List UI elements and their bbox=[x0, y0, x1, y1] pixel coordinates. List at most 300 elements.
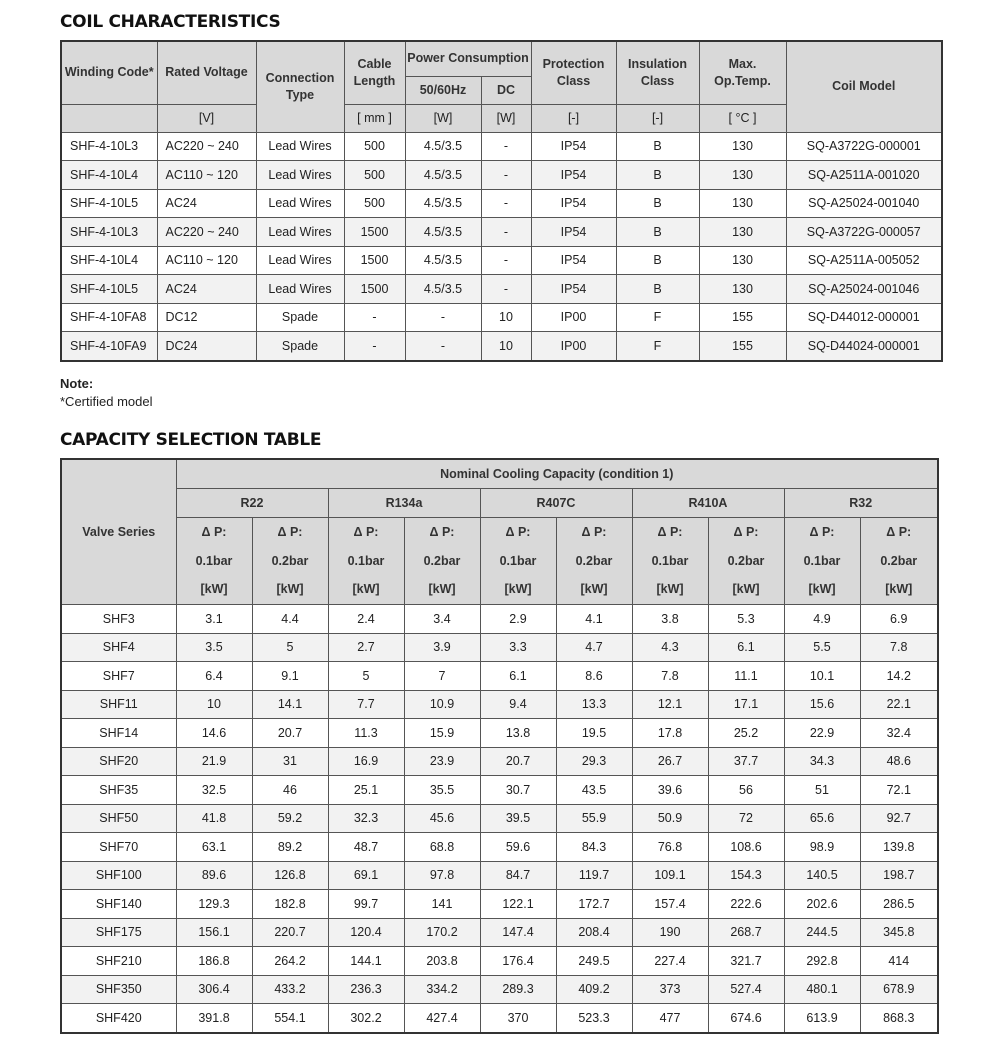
capacity-cell: 65.6 bbox=[784, 804, 860, 833]
coil-model-cell: SQ-A25024-001046 bbox=[786, 275, 942, 304]
capacity-cell: 41.8 bbox=[176, 804, 252, 833]
connection-type-cell: Lead Wires bbox=[256, 189, 344, 218]
capacity-cell: 7.8 bbox=[860, 633, 938, 662]
connection-type-cell: Lead Wires bbox=[256, 132, 344, 161]
insulation-class-cell: F bbox=[616, 303, 699, 332]
delta-p-header-row bbox=[61, 518, 938, 605]
capacity-cell: 119.7 bbox=[556, 861, 632, 890]
protection-class-cell: IP54 bbox=[531, 189, 616, 218]
delta-p-header bbox=[860, 518, 938, 605]
capacity-cell: 11.3 bbox=[328, 719, 404, 748]
max-op-temp-cell: 155 bbox=[699, 332, 786, 361]
capacity-cell: 37.7 bbox=[708, 747, 784, 776]
delta-p-unit: [kW] bbox=[580, 582, 608, 597]
capacity-cell: 97.8 bbox=[404, 861, 480, 890]
capacity-cell: 84.7 bbox=[480, 861, 556, 890]
table-row bbox=[61, 747, 938, 776]
cable-length-cell: 1500 bbox=[344, 218, 405, 247]
table-row bbox=[61, 332, 942, 361]
capacity-cell: 72 bbox=[708, 804, 784, 833]
delta-p-unit: [kW] bbox=[428, 582, 456, 597]
capacity-cell: 99.7 bbox=[328, 890, 404, 919]
capacity-cell: 21.9 bbox=[176, 747, 252, 776]
capacity-cell: 84.3 bbox=[556, 833, 632, 862]
delta-p-value: 0.1bar bbox=[499, 553, 537, 568]
capacity-cell: 11.1 bbox=[708, 662, 784, 691]
delta-p-header bbox=[480, 518, 556, 605]
capacity-cell: 89.6 bbox=[176, 861, 252, 890]
capacity-cell: 182.8 bbox=[252, 890, 328, 919]
delta-p-label: Δ P: bbox=[277, 525, 303, 540]
rated-voltage-cell: AC24 bbox=[157, 189, 256, 218]
cable-length-cell: 500 bbox=[344, 161, 405, 190]
connection-type-header: Connection Type bbox=[256, 41, 344, 132]
winding-code-cell: SHF-4-10L4 bbox=[61, 161, 157, 190]
capacity-cell: 35.5 bbox=[404, 776, 480, 805]
capacity-cell: 25.1 bbox=[328, 776, 404, 805]
capacity-selection-table bbox=[60, 458, 939, 1034]
refrigerant-header: R134a bbox=[328, 489, 480, 518]
max-op-temp-cell: 130 bbox=[699, 218, 786, 247]
capacity-cell: 345.8 bbox=[860, 918, 938, 947]
power-dc-header: DC bbox=[481, 76, 531, 104]
capacity-cell: 5 bbox=[328, 662, 404, 691]
capacity-cell: 4.3 bbox=[632, 633, 708, 662]
delta-p-value: 0.2bar bbox=[575, 553, 613, 568]
valve-series-cell: SHF50 bbox=[61, 804, 176, 833]
delta-p-unit: [kW] bbox=[504, 582, 532, 597]
capacity-cell: 227.4 bbox=[632, 947, 708, 976]
capacity-cell: 334.2 bbox=[404, 975, 480, 1004]
capacity-cell: 34.3 bbox=[784, 747, 860, 776]
capacity-cell: 286.5 bbox=[860, 890, 938, 919]
capacity-cell: 129.3 bbox=[176, 890, 252, 919]
delta-p-label: Δ P: bbox=[201, 525, 227, 540]
capacity-cell: 370 bbox=[480, 1004, 556, 1033]
capacity-cell: 2.7 bbox=[328, 633, 404, 662]
capacity-cell: 109.1 bbox=[632, 861, 708, 890]
note-title: Note: bbox=[60, 376, 94, 391]
capacity-cell: 373 bbox=[632, 975, 708, 1004]
capacity-cell: 144.1 bbox=[328, 947, 404, 976]
valve-series-cell: SHF7 bbox=[61, 662, 176, 691]
capacity-cell: 2.9 bbox=[480, 605, 556, 634]
capacity-cell: 43.5 bbox=[556, 776, 632, 805]
valve-series-cell: SHF420 bbox=[61, 1004, 176, 1033]
table-row bbox=[61, 918, 938, 947]
delta-p-value: 0.1bar bbox=[651, 553, 689, 568]
winding-code-cell: SHF-4-10L5 bbox=[61, 275, 157, 304]
cable-length-cell: 1500 bbox=[344, 246, 405, 275]
table-row bbox=[61, 890, 938, 919]
capacity-cell: 48.7 bbox=[328, 833, 404, 862]
capacity-cell: 6.1 bbox=[480, 662, 556, 691]
valve-series-cell: SHF4 bbox=[61, 633, 176, 662]
delta-p-value: 0.2bar bbox=[880, 553, 918, 568]
capacity-cell: 9.1 bbox=[252, 662, 328, 691]
capacity-cell: 98.9 bbox=[784, 833, 860, 862]
capacity-cell: 3.4 bbox=[404, 605, 480, 634]
capacity-cell: 4.9 bbox=[784, 605, 860, 634]
power-dc-cell: - bbox=[481, 275, 531, 304]
connection-type-cell: Lead Wires bbox=[256, 246, 344, 275]
power-dc-cell: - bbox=[481, 132, 531, 161]
rated-voltage-cell: DC12 bbox=[157, 303, 256, 332]
delta-p-label: Δ P: bbox=[809, 525, 835, 540]
delta-p-unit: [kW] bbox=[732, 582, 760, 597]
insulation-class-cell: B bbox=[616, 275, 699, 304]
capacity-cell: 203.8 bbox=[404, 947, 480, 976]
table-row bbox=[61, 662, 938, 691]
capacity-cell: 264.2 bbox=[252, 947, 328, 976]
table-row bbox=[61, 804, 938, 833]
capacity-cell: 14.2 bbox=[860, 662, 938, 691]
capacity-cell: 433.2 bbox=[252, 975, 328, 1004]
capacity-cell: 15.6 bbox=[784, 690, 860, 719]
capacity-cell: 186.8 bbox=[176, 947, 252, 976]
protection-class-cell: IP54 bbox=[531, 218, 616, 247]
capacity-cell: 4.7 bbox=[556, 633, 632, 662]
cable-length-cell: 1500 bbox=[344, 275, 405, 304]
capacity-cell: 268.7 bbox=[708, 918, 784, 947]
capacity-cell: 89.2 bbox=[252, 833, 328, 862]
capacity-cell: 222.6 bbox=[708, 890, 784, 919]
capacity-cell: 22.1 bbox=[860, 690, 938, 719]
capacity-cell: 39.6 bbox=[632, 776, 708, 805]
capacity-cell: 14.6 bbox=[176, 719, 252, 748]
cable-length-unit: [ mm ] bbox=[344, 104, 405, 132]
capacity-cell: 554.1 bbox=[252, 1004, 328, 1033]
delta-p-value: 0.1bar bbox=[803, 553, 841, 568]
capacity-cell: 26.7 bbox=[632, 747, 708, 776]
capacity-cell: 5 bbox=[252, 633, 328, 662]
insulation-class-cell: B bbox=[616, 132, 699, 161]
valve-series-cell: SHF140 bbox=[61, 890, 176, 919]
capacity-cell: 147.4 bbox=[480, 918, 556, 947]
delta-p-unit: [kW] bbox=[352, 582, 380, 597]
capacity-cell: 30.7 bbox=[480, 776, 556, 805]
max-op-temp-header: Max. Op.Temp. bbox=[699, 41, 786, 104]
capacity-cell: 3.3 bbox=[480, 633, 556, 662]
coil-table-body bbox=[61, 132, 942, 361]
capacity-cell: 3.9 bbox=[404, 633, 480, 662]
capacity-cell: 4.1 bbox=[556, 605, 632, 634]
connection-type-cell: Lead Wires bbox=[256, 161, 344, 190]
table-row bbox=[61, 218, 942, 247]
capacity-cell: 321.7 bbox=[708, 947, 784, 976]
table-row bbox=[61, 161, 942, 190]
delta-p-label: Δ P: bbox=[505, 525, 531, 540]
valve-series-cell: SHF14 bbox=[61, 719, 176, 748]
table-row bbox=[61, 275, 942, 304]
capacity-cell: 3.5 bbox=[176, 633, 252, 662]
max-op-temp-cell: 130 bbox=[699, 275, 786, 304]
delta-p-label: Δ P: bbox=[581, 525, 607, 540]
valve-series-cell: SHF350 bbox=[61, 975, 176, 1004]
coil-model-cell: SQ-A3722G-000057 bbox=[786, 218, 942, 247]
valve-series-cell: SHF35 bbox=[61, 776, 176, 805]
delta-p-header bbox=[708, 518, 784, 605]
delta-p-header bbox=[404, 518, 480, 605]
coil-characteristics-table bbox=[60, 40, 943, 362]
rated-voltage-cell: AC110 ~ 120 bbox=[157, 161, 256, 190]
delta-p-header bbox=[328, 518, 404, 605]
delta-p-unit: [kW] bbox=[656, 582, 684, 597]
protection-class-cell: IP00 bbox=[531, 332, 616, 361]
capacity-cell: 244.5 bbox=[784, 918, 860, 947]
refrigerant-header: R32 bbox=[784, 489, 938, 518]
table-row bbox=[61, 246, 942, 275]
coil-section-title: COIL CHARACTERISTICS bbox=[60, 12, 281, 32]
capacity-cell: 176.4 bbox=[480, 947, 556, 976]
capacity-cell: 154.3 bbox=[708, 861, 784, 890]
capacity-cell: 22.9 bbox=[784, 719, 860, 748]
power-dc-unit: [W] bbox=[481, 104, 531, 132]
insulation-class-cell: F bbox=[616, 332, 699, 361]
capacity-cell: 140.5 bbox=[784, 861, 860, 890]
capacity-cell: 6.4 bbox=[176, 662, 252, 691]
delta-p-header bbox=[784, 518, 860, 605]
table-row bbox=[61, 690, 938, 719]
power-dc-cell: 10 bbox=[481, 332, 531, 361]
refrigerant-header: R410A bbox=[632, 489, 784, 518]
rated-voltage-cell: AC220 ~ 240 bbox=[157, 132, 256, 161]
capacity-cell: 13.8 bbox=[480, 719, 556, 748]
coil-model-cell: SQ-D44024-000001 bbox=[786, 332, 942, 361]
table-row bbox=[61, 776, 938, 805]
capacity-cell: 3.8 bbox=[632, 605, 708, 634]
delta-p-value: 0.2bar bbox=[727, 553, 765, 568]
power-dc-cell: - bbox=[481, 189, 531, 218]
delta-p-value: 0.1bar bbox=[195, 553, 233, 568]
delta-p-header bbox=[632, 518, 708, 605]
max-op-temp-cell: 130 bbox=[699, 189, 786, 218]
insulation-class-unit: [-] bbox=[616, 104, 699, 132]
insulation-class-cell: B bbox=[616, 246, 699, 275]
capacity-cell: 3.1 bbox=[176, 605, 252, 634]
capacity-cell: 20.7 bbox=[252, 719, 328, 748]
max-op-temp-unit: [ °C ] bbox=[699, 104, 786, 132]
capacity-cell: 414 bbox=[860, 947, 938, 976]
delta-p-unit: [kW] bbox=[885, 582, 913, 597]
rated-voltage-cell: DC24 bbox=[157, 332, 256, 361]
insulation-class-cell: B bbox=[616, 161, 699, 190]
table-row bbox=[61, 189, 942, 218]
delta-p-header bbox=[556, 518, 632, 605]
valve-series-cell: SHF100 bbox=[61, 861, 176, 890]
table-row bbox=[61, 1004, 938, 1033]
capacity-cell: 63.1 bbox=[176, 833, 252, 862]
capacity-cell: 122.1 bbox=[480, 890, 556, 919]
capacity-cell: 5.3 bbox=[708, 605, 784, 634]
coil-model-cell: SQ-D44012-000001 bbox=[786, 303, 942, 332]
insulation-class-cell: B bbox=[616, 189, 699, 218]
capacity-cell: 46 bbox=[252, 776, 328, 805]
valve-series-cell: SHF11 bbox=[61, 690, 176, 719]
capacity-cell: 45.6 bbox=[404, 804, 480, 833]
valve-series-header: Valve Series bbox=[61, 459, 176, 605]
power-5060-cell: - bbox=[405, 303, 481, 332]
capacity-section-title: CAPACITY SELECTION TABLE bbox=[60, 430, 322, 450]
power-5060-header: 50/60Hz bbox=[405, 76, 481, 104]
rated-voltage-header: Rated Voltage bbox=[157, 41, 256, 104]
valve-series-cell: SHF175 bbox=[61, 918, 176, 947]
capacity-cell: 249.5 bbox=[556, 947, 632, 976]
capacity-cell: 306.4 bbox=[176, 975, 252, 1004]
capacity-cell: 50.9 bbox=[632, 804, 708, 833]
capacity-cell: 32.4 bbox=[860, 719, 938, 748]
max-op-temp-cell: 155 bbox=[699, 303, 786, 332]
capacity-cell: 141 bbox=[404, 890, 480, 919]
connection-type-cell: Spade bbox=[256, 332, 344, 361]
capacity-cell: 674.6 bbox=[708, 1004, 784, 1033]
winding-code-cell: SHF-4-10L5 bbox=[61, 189, 157, 218]
coil-model-cell: SQ-A25024-001040 bbox=[786, 189, 942, 218]
winding-code-cell: SHF-4-10L4 bbox=[61, 246, 157, 275]
table-row bbox=[61, 719, 938, 748]
capacity-cell: 202.6 bbox=[784, 890, 860, 919]
power-dc-cell: - bbox=[481, 246, 531, 275]
table-row bbox=[61, 132, 942, 161]
capacity-cell: 2.4 bbox=[328, 605, 404, 634]
winding-code-unit bbox=[61, 104, 157, 132]
winding-code-cell: SHF-4-10FA8 bbox=[61, 303, 157, 332]
capacity-cell: 10 bbox=[176, 690, 252, 719]
capacity-cell: 613.9 bbox=[784, 1004, 860, 1033]
capacity-cell: 7.7 bbox=[328, 690, 404, 719]
capacity-cell: 7.8 bbox=[632, 662, 708, 691]
delta-p-unit: [kW] bbox=[276, 582, 304, 597]
capacity-cell: 120.4 bbox=[328, 918, 404, 947]
capacity-cell: 7 bbox=[404, 662, 480, 691]
capacity-cell: 15.9 bbox=[404, 719, 480, 748]
rated-voltage-unit: [V] bbox=[157, 104, 256, 132]
capacity-table-body bbox=[61, 605, 938, 1033]
power-5060-cell: 4.5/3.5 bbox=[405, 246, 481, 275]
rated-voltage-cell: AC110 ~ 120 bbox=[157, 246, 256, 275]
winding-code-cell: SHF-4-10FA9 bbox=[61, 332, 157, 361]
winding-code-cell: SHF-4-10L3 bbox=[61, 132, 157, 161]
capacity-cell: 69.1 bbox=[328, 861, 404, 890]
delta-p-unit: [kW] bbox=[200, 582, 228, 597]
coil-model-cell: SQ-A2511A-001020 bbox=[786, 161, 942, 190]
capacity-cell: 55.9 bbox=[556, 804, 632, 833]
protection-class-cell: IP54 bbox=[531, 161, 616, 190]
delta-p-label: Δ P: bbox=[353, 525, 379, 540]
cable-length-cell: - bbox=[344, 332, 405, 361]
power-5060-cell: 4.5/3.5 bbox=[405, 218, 481, 247]
note-text: *Certified model bbox=[60, 394, 153, 409]
cable-length-header: Cable Length bbox=[344, 41, 405, 104]
capacity-cell: 72.1 bbox=[860, 776, 938, 805]
capacity-cell: 292.8 bbox=[784, 947, 860, 976]
capacity-cell: 170.2 bbox=[404, 918, 480, 947]
capacity-cell: 427.4 bbox=[404, 1004, 480, 1033]
capacity-cell: 8.6 bbox=[556, 662, 632, 691]
nominal-cooling-capacity-header: Nominal Cooling Capacity (condition 1) bbox=[176, 459, 938, 489]
coil-model-header: Coil Model bbox=[786, 41, 942, 132]
capacity-cell: 13.3 bbox=[556, 690, 632, 719]
capacity-cell: 10.1 bbox=[784, 662, 860, 691]
delta-p-value: 0.2bar bbox=[271, 553, 309, 568]
refrigerant-header: R22 bbox=[176, 489, 328, 518]
capacity-cell: 51 bbox=[784, 776, 860, 805]
capacity-cell: 29.3 bbox=[556, 747, 632, 776]
table-row bbox=[61, 833, 938, 862]
max-op-temp-cell: 130 bbox=[699, 161, 786, 190]
capacity-cell: 198.7 bbox=[860, 861, 938, 890]
capacity-cell: 32.3 bbox=[328, 804, 404, 833]
valve-series-cell: SHF70 bbox=[61, 833, 176, 862]
capacity-cell: 126.8 bbox=[252, 861, 328, 890]
capacity-cell: 16.9 bbox=[328, 747, 404, 776]
capacity-cell: 5.5 bbox=[784, 633, 860, 662]
power-5060-cell: - bbox=[405, 332, 481, 361]
table-row bbox=[61, 975, 938, 1004]
capacity-cell: 409.2 bbox=[556, 975, 632, 1004]
capacity-cell: 139.8 bbox=[860, 833, 938, 862]
power-5060-unit: [W] bbox=[405, 104, 481, 132]
power-dc-cell: - bbox=[481, 218, 531, 247]
cable-length-cell: - bbox=[344, 303, 405, 332]
protection-class-cell: IP54 bbox=[531, 246, 616, 275]
capacity-cell: 4.4 bbox=[252, 605, 328, 634]
delta-p-unit: [kW] bbox=[808, 582, 836, 597]
capacity-cell: 56 bbox=[708, 776, 784, 805]
capacity-cell: 480.1 bbox=[784, 975, 860, 1004]
valve-series-cell: SHF3 bbox=[61, 605, 176, 634]
power-5060-cell: 4.5/3.5 bbox=[405, 189, 481, 218]
capacity-cell: 76.8 bbox=[632, 833, 708, 862]
capacity-cell: 10.9 bbox=[404, 690, 480, 719]
connection-type-cell: Lead Wires bbox=[256, 218, 344, 247]
capacity-cell: 172.7 bbox=[556, 890, 632, 919]
max-op-temp-cell: 130 bbox=[699, 246, 786, 275]
capacity-cell: 289.3 bbox=[480, 975, 556, 1004]
coil-model-cell: SQ-A2511A-005052 bbox=[786, 246, 942, 275]
protection-class-header: Protection Class bbox=[531, 41, 616, 104]
rated-voltage-cell: AC24 bbox=[157, 275, 256, 304]
capacity-cell: 156.1 bbox=[176, 918, 252, 947]
winding-code-header: Winding Code* bbox=[61, 41, 157, 104]
capacity-cell: 6.9 bbox=[860, 605, 938, 634]
capacity-cell: 92.7 bbox=[860, 804, 938, 833]
cable-length-cell: 500 bbox=[344, 189, 405, 218]
capacity-cell: 527.4 bbox=[708, 975, 784, 1004]
delta-p-value: 0.2bar bbox=[423, 553, 461, 568]
power-dc-cell: 10 bbox=[481, 303, 531, 332]
capacity-cell: 9.4 bbox=[480, 690, 556, 719]
capacity-cell: 208.4 bbox=[556, 918, 632, 947]
capacity-cell: 157.4 bbox=[632, 890, 708, 919]
capacity-cell: 220.7 bbox=[252, 918, 328, 947]
capacity-cell: 477 bbox=[632, 1004, 708, 1033]
table-row bbox=[61, 605, 938, 634]
rated-voltage-cell: AC220 ~ 240 bbox=[157, 218, 256, 247]
capacity-cell: 868.3 bbox=[860, 1004, 938, 1033]
capacity-cell: 23.9 bbox=[404, 747, 480, 776]
capacity-cell: 48.6 bbox=[860, 747, 938, 776]
delta-p-label: Δ P: bbox=[429, 525, 455, 540]
power-5060-cell: 4.5/3.5 bbox=[405, 161, 481, 190]
winding-code-cell: SHF-4-10L3 bbox=[61, 218, 157, 247]
capacity-cell: 59.6 bbox=[480, 833, 556, 862]
delta-p-header bbox=[176, 518, 252, 605]
connection-type-cell: Lead Wires bbox=[256, 275, 344, 304]
capacity-cell: 68.8 bbox=[404, 833, 480, 862]
capacity-cell: 25.2 bbox=[708, 719, 784, 748]
capacity-cell: 39.5 bbox=[480, 804, 556, 833]
